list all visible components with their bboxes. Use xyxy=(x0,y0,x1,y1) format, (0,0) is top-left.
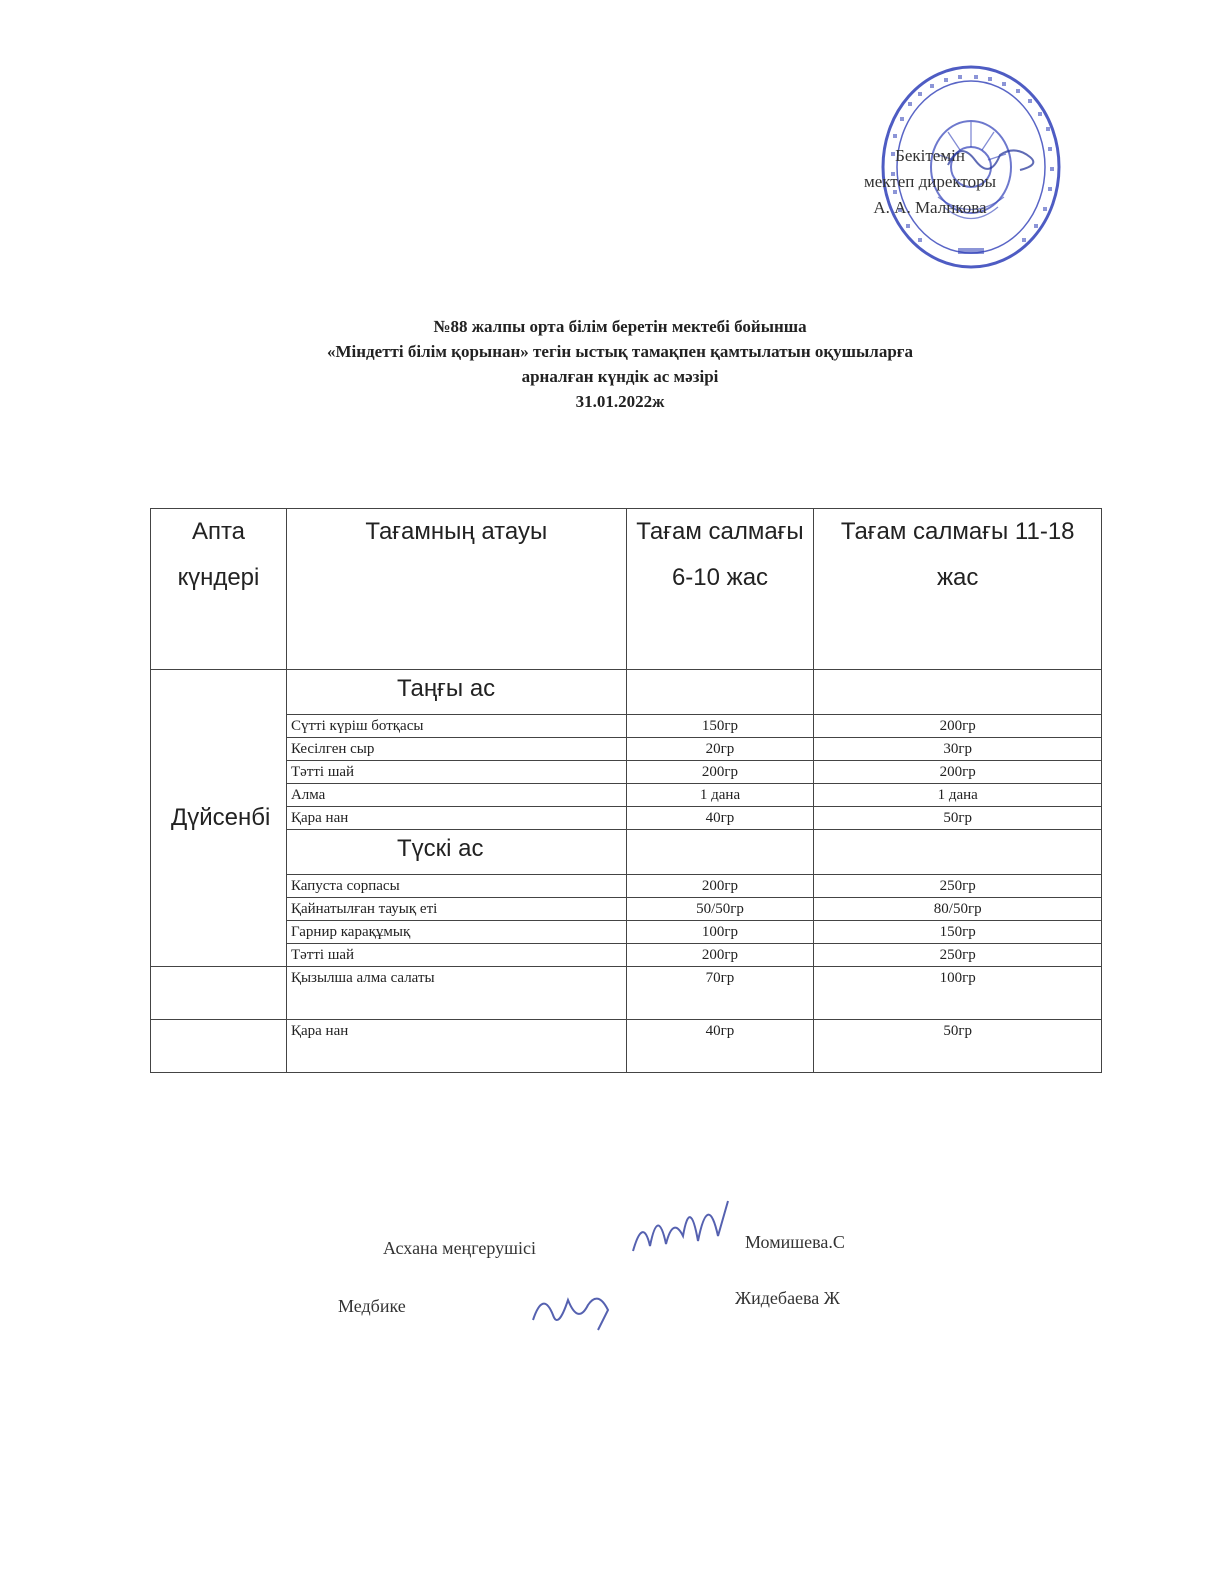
table-row xyxy=(151,1020,1102,1073)
header-dish: Тағамның атауы xyxy=(286,509,626,670)
weight-old: 200гр xyxy=(814,761,1102,784)
weight-old: 50гр xyxy=(814,807,1102,830)
weight-old: 200гр xyxy=(814,715,1102,738)
weight-young: 20гр xyxy=(626,738,814,761)
weight-young: 70гр xyxy=(626,967,814,1020)
dish-name: Қара нан xyxy=(286,1020,626,1073)
table-row xyxy=(151,921,1102,944)
title-line-2: «Міндетті білім қорынан» тегін ыстық тамақпен қамтылатын оқушыларға xyxy=(326,342,914,361)
weight-old: 250гр xyxy=(814,944,1102,967)
table-row xyxy=(151,715,1102,738)
weight-old: 30гр xyxy=(814,738,1102,761)
table-row xyxy=(151,944,1102,967)
weight-young: 200гр xyxy=(626,944,814,967)
approval-line-1: Бекітемін xyxy=(895,146,965,165)
breakfast-header-row xyxy=(151,670,1102,715)
empty-cell xyxy=(814,670,1102,715)
weight-young: 1 дана xyxy=(626,784,814,807)
nurse-name: Жидебаева Ж xyxy=(735,1288,840,1308)
weight-young: 40гр xyxy=(626,807,814,830)
nurse-signature xyxy=(528,1280,618,1345)
dish-name: Гарнир карақұмық xyxy=(286,921,626,944)
empty-cell xyxy=(814,830,1102,875)
dish-name: Қызылша алма салаты xyxy=(286,967,626,1020)
weight-young: 50/50гр xyxy=(626,898,814,921)
dish-name: Кесілген сыр xyxy=(286,738,626,761)
header-days: Апта күндері xyxy=(151,509,287,670)
table-row xyxy=(151,898,1102,921)
nurse-role: Медбике xyxy=(338,1296,406,1316)
weight-old: 1 дана xyxy=(814,784,1102,807)
weight-old: 100гр xyxy=(814,967,1102,1020)
table-header-row xyxy=(151,509,1102,670)
table-row xyxy=(151,738,1102,761)
dish-name: Сүтті күріш ботқасы xyxy=(286,715,626,738)
kitchen-name: Момишева.С xyxy=(745,1232,845,1252)
header-weight-young: Тағам салмағы 6-10 жас xyxy=(626,509,814,670)
dish-name: Капуста сорпасы xyxy=(286,875,626,898)
empty-day-cell xyxy=(151,1020,287,1073)
title-line-1: №88 жалпы орта білім беретін мектебі бойынша xyxy=(433,317,807,336)
document-title xyxy=(120,314,1120,414)
table-row xyxy=(151,875,1102,898)
title-date: 31.01.2022ж xyxy=(575,392,665,411)
approval-line-2: мектеп директоры xyxy=(863,172,997,191)
kitchen-role: Асхана меңгерушісі xyxy=(383,1238,536,1258)
table-row xyxy=(151,761,1102,784)
dish-name: Қайнатылған тауық еті xyxy=(286,898,626,921)
table-row xyxy=(151,784,1102,807)
weight-old: 80/50гр xyxy=(814,898,1102,921)
weight-young: 200гр xyxy=(626,761,814,784)
table-row xyxy=(151,967,1102,1020)
table-row xyxy=(151,807,1102,830)
kitchen-manager-signature xyxy=(628,1186,738,1271)
lunch-header-row xyxy=(151,830,1102,875)
empty-day-cell xyxy=(151,967,287,1020)
day-cell: Дүйсенбі xyxy=(151,670,287,967)
dish-name: Тәтті шай xyxy=(286,761,626,784)
dish-name: Алма xyxy=(286,784,626,807)
empty-cell xyxy=(626,670,814,715)
weight-young: 100гр xyxy=(626,921,814,944)
header-weight-old: Тағам салмағы 11-18 жас xyxy=(814,509,1102,670)
weight-old: 50гр xyxy=(814,1020,1102,1073)
lunch-label: Түскі ас xyxy=(286,830,626,875)
weight-old: 150гр xyxy=(814,921,1102,944)
director-signature xyxy=(940,135,1050,185)
title-line-3: арналған күндік ас мәзірі xyxy=(521,367,719,386)
weight-old: 250гр xyxy=(814,875,1102,898)
menu-table xyxy=(150,508,1102,1073)
weight-young: 150гр xyxy=(626,715,814,738)
dish-name: Қара нан xyxy=(286,807,626,830)
dish-name: Тәтті шай xyxy=(286,944,626,967)
weight-young: 200гр xyxy=(626,875,814,898)
breakfast-label: Таңғы ас xyxy=(286,670,626,715)
approval-line-3: А. А. Малнкова xyxy=(873,198,987,217)
empty-cell xyxy=(626,830,814,875)
weight-young: 40гр xyxy=(626,1020,814,1073)
